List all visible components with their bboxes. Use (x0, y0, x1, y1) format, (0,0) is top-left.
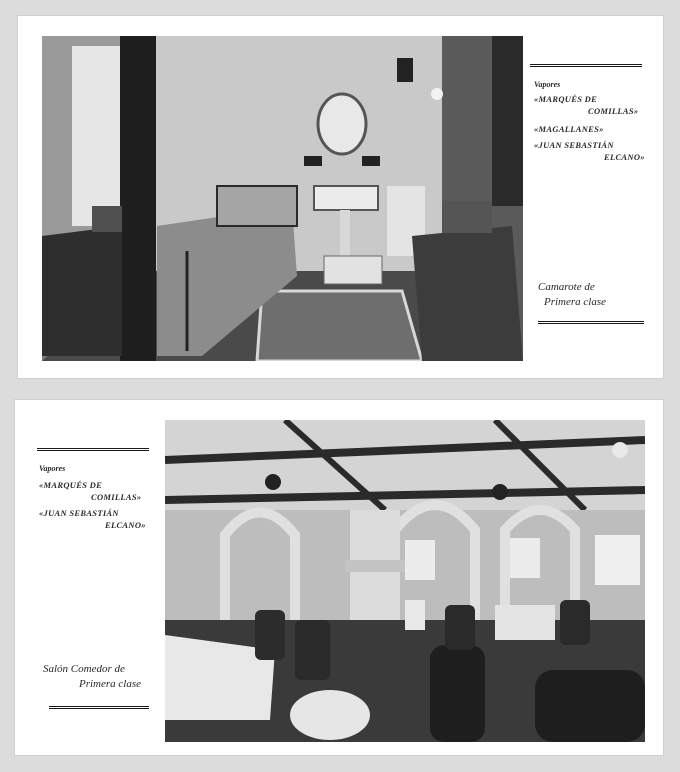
ship-name-line: «JUAN SEBASTIÁN (534, 140, 614, 150)
dining-salon-card (15, 400, 663, 755)
cabin-illustration (42, 36, 523, 361)
ship-name-line: «MARQUÉS DE (39, 480, 103, 490)
ship-name-line: ELCANO» (604, 152, 645, 162)
cabin-caption (530, 64, 650, 364)
caption-title-line1: Salón Comedor de (43, 663, 125, 675)
dining-caption (35, 448, 160, 748)
ship-name-line: ELCANO» (105, 520, 146, 530)
ship-name-line: COMILLAS» (588, 106, 639, 116)
caption-title-line2: Primera clase (544, 296, 607, 308)
caption-title-line1: Camarote de (538, 281, 595, 293)
ship-name-line: COMILLAS» (91, 492, 142, 502)
ship-name-line: «MAGALLANES» (534, 124, 604, 134)
cabin-photo (42, 36, 523, 361)
vapores-label: Vapores (534, 80, 561, 89)
dining-salon-illustration (165, 420, 645, 742)
caption-title-line2: Primera clase (79, 678, 142, 690)
cabin-card (18, 16, 663, 378)
caption-bottom-rule (538, 321, 644, 324)
caption-top-rule (530, 64, 642, 67)
ship-name-line: «MARQUÉS DE (534, 94, 598, 104)
vapores-label: Vapores (39, 464, 66, 473)
dining-salon-photo (165, 420, 645, 742)
caption-bottom-rule (49, 706, 149, 709)
caption-top-rule (37, 448, 149, 451)
ship-name-line: «JUAN SEBASTIÁN (39, 508, 119, 518)
